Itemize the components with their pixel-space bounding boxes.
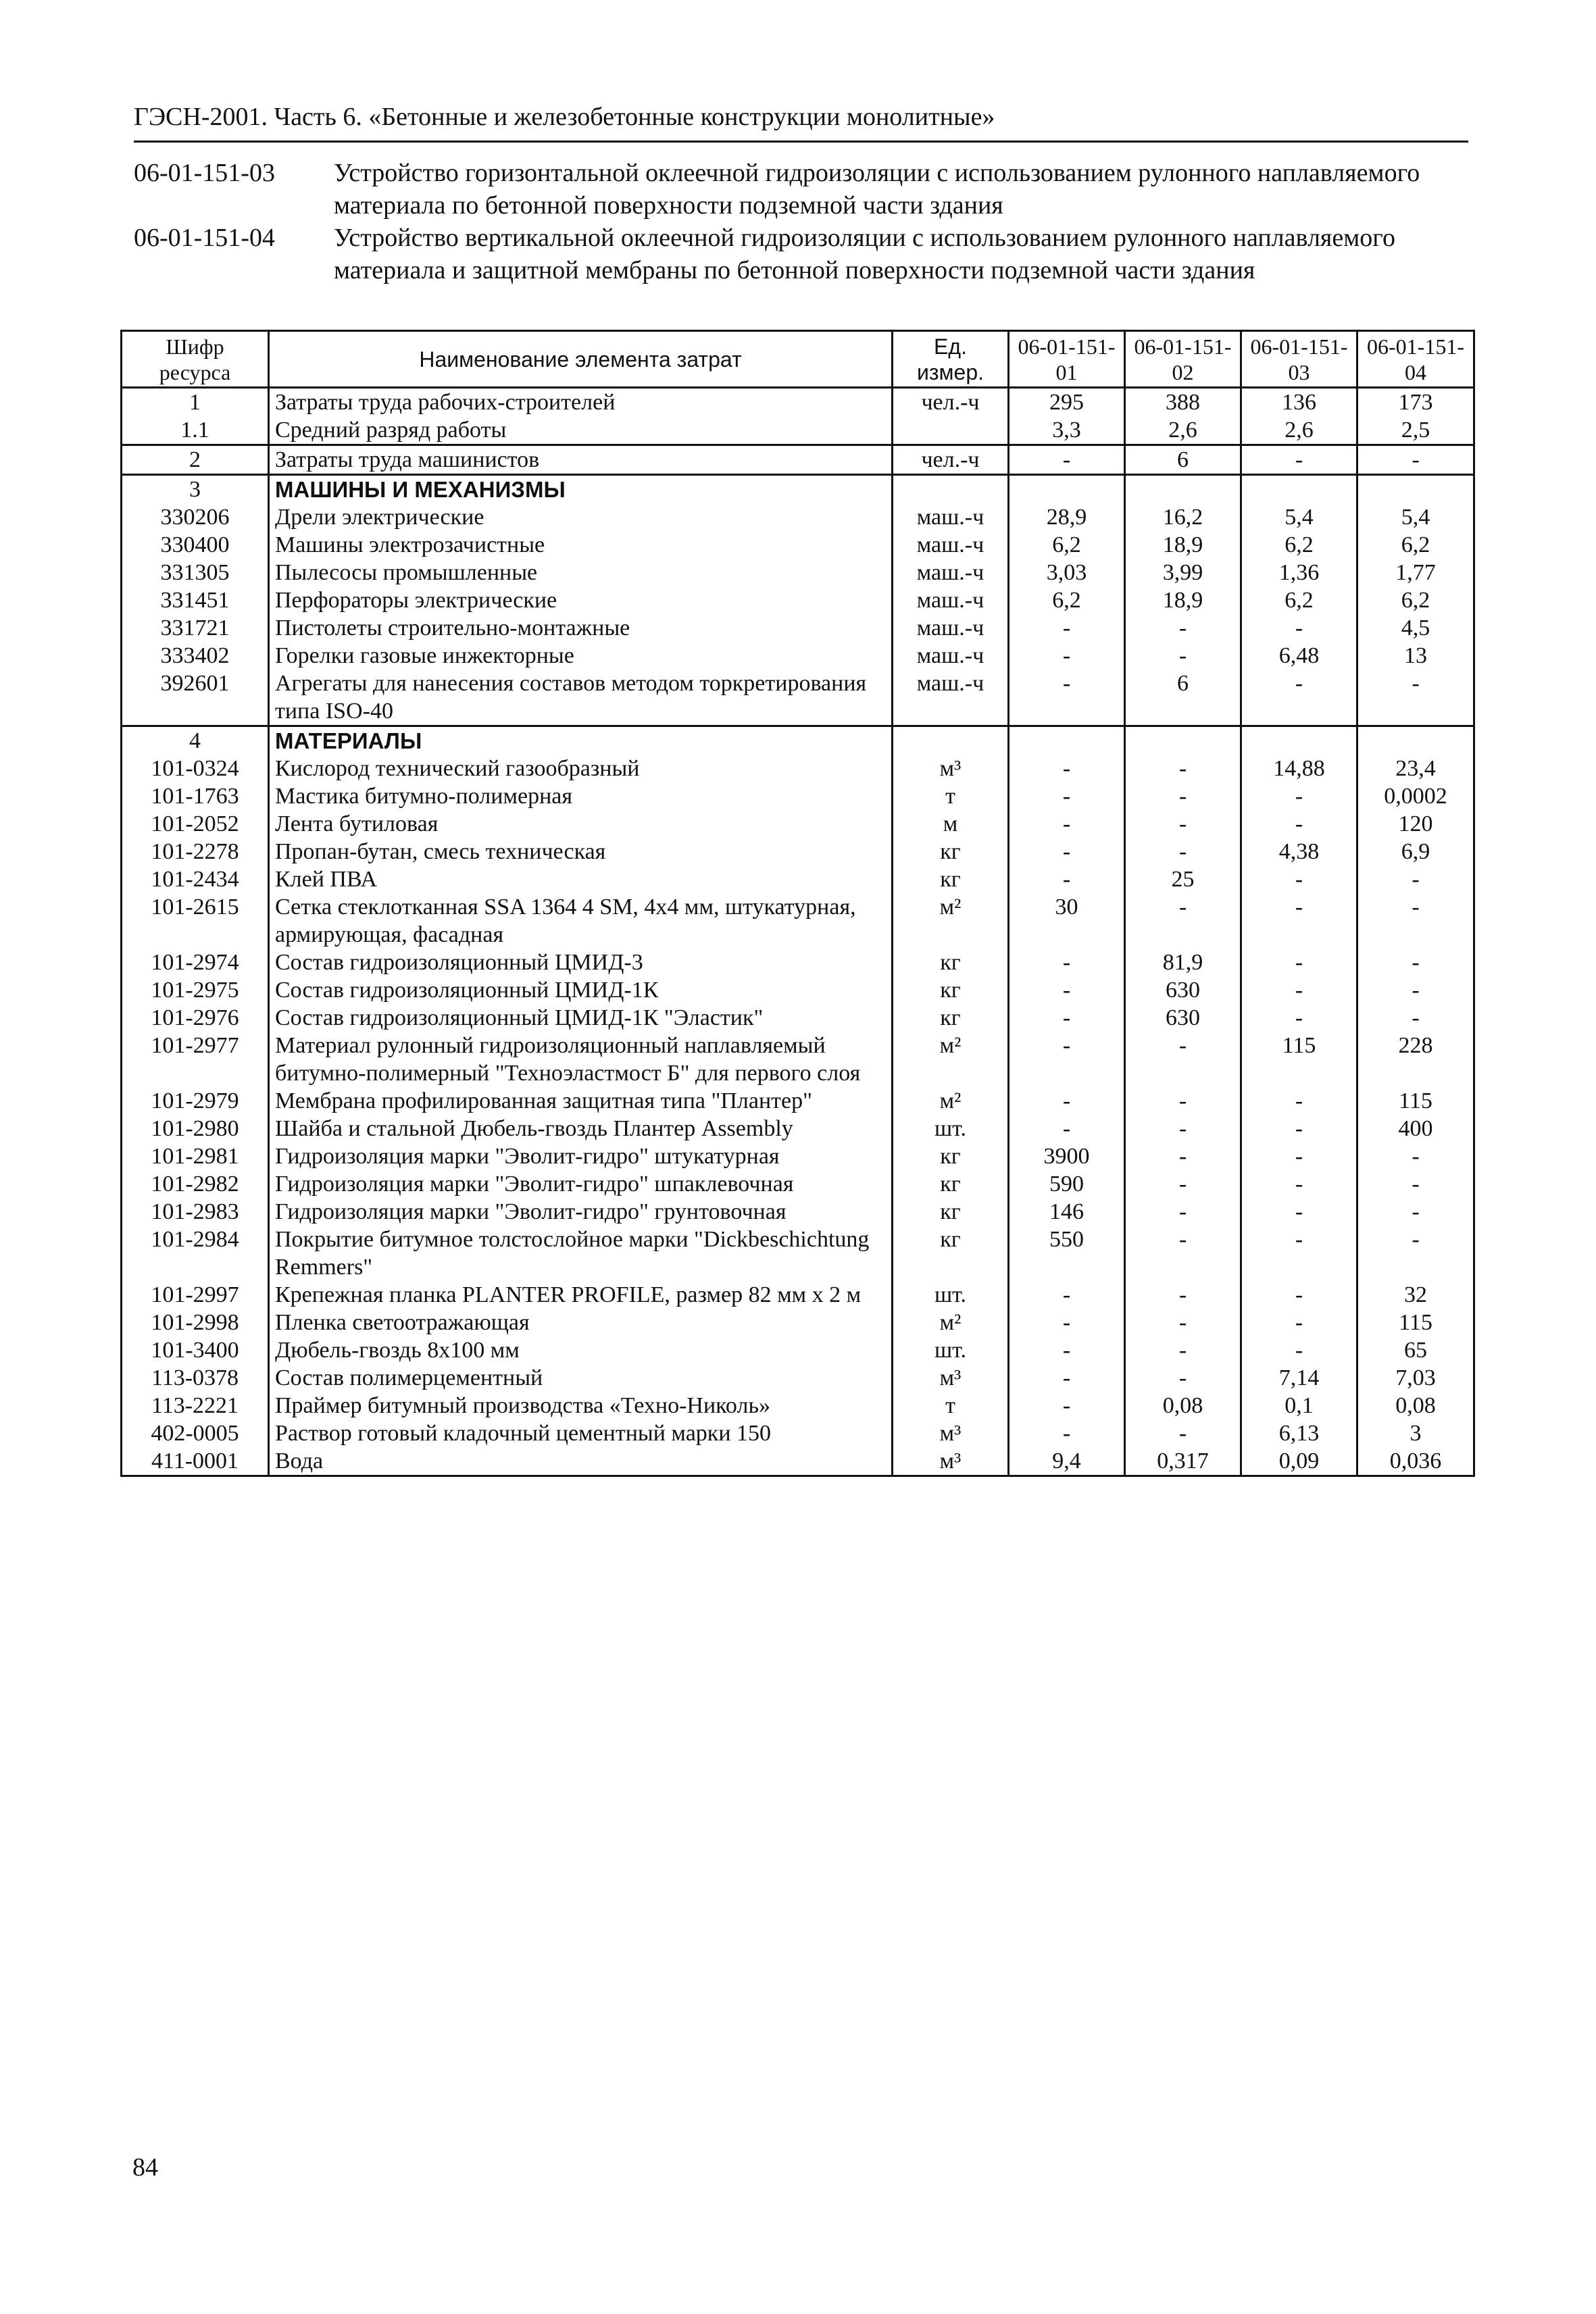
unit: м²	[893, 893, 1009, 949]
table-row	[122, 1447, 1474, 1476]
table-row	[122, 1004, 1474, 1032]
unit: шт.	[893, 1336, 1009, 1364]
value-cell: 4,38	[1241, 838, 1357, 865]
unit: шт.	[893, 1115, 1009, 1142]
intro-code: 06-01-151-04	[134, 224, 275, 252]
value-cell: 81,9	[1125, 949, 1241, 976]
unit: маш.-ч	[893, 670, 1009, 726]
unit: кг	[893, 1198, 1009, 1226]
unit: кг	[893, 1170, 1009, 1198]
header-col: 06-01-151-01	[1009, 331, 1125, 388]
value-cell: 550	[1009, 1226, 1125, 1281]
value-cell: 228	[1357, 1032, 1474, 1087]
value-cell: -	[1009, 1032, 1125, 1087]
value-cell: -	[1125, 614, 1241, 642]
resource-name: Состав гидроизоляционный ЦМИД-1К "Эластик"	[269, 1004, 893, 1032]
unit: м²	[893, 1087, 1009, 1115]
code: 101-2997	[122, 1281, 269, 1309]
value-cell: 0,08	[1125, 1392, 1241, 1419]
value-cell: -	[1009, 1392, 1125, 1419]
resource-name: МАТЕРИАЛЫ	[269, 726, 893, 755]
code: 113-0378	[122, 1364, 269, 1392]
resource-name: Гидроизоляция марки "Эволит-гидро" шпаклевочная	[269, 1170, 893, 1198]
value-cell: -	[1241, 670, 1357, 726]
value-cell: 13	[1357, 642, 1474, 670]
value-cell: -	[1009, 1281, 1125, 1309]
value-cell: -	[1125, 1336, 1241, 1364]
unit: м³	[893, 1364, 1009, 1392]
intro-code: 06-01-151-03	[134, 159, 275, 187]
code: 101-2982	[122, 1170, 269, 1198]
code: 101-3400	[122, 1336, 269, 1364]
table-row	[122, 475, 1474, 504]
value-cell: 630	[1125, 976, 1241, 1004]
value-cell: -	[1009, 810, 1125, 838]
unit: м³	[893, 1447, 1009, 1476]
table-header-row	[122, 331, 1474, 388]
intro-item	[134, 157, 1478, 222]
code: 101-2998	[122, 1309, 269, 1336]
value-cell	[1357, 726, 1474, 755]
code: 101-2434	[122, 865, 269, 893]
table-row	[122, 1281, 1474, 1309]
resource-name: Мастика битумно-полимерная	[269, 782, 893, 810]
table-row	[122, 1170, 1474, 1198]
unit: т	[893, 782, 1009, 810]
resource-name: Материал рулонный гидроизоляционный наплавляемый битумно-полимерный "Техноэластмост Б" для первого слоя	[269, 1032, 893, 1087]
code: 392601	[122, 670, 269, 726]
unit: кг	[893, 1004, 1009, 1032]
value-cell: -	[1009, 976, 1125, 1004]
unit: кг	[893, 1142, 1009, 1170]
code: 101-2278	[122, 838, 269, 865]
value-cell: -	[1241, 1336, 1357, 1364]
value-cell: -	[1009, 1087, 1125, 1115]
value-cell: -	[1009, 445, 1125, 475]
value-cell: -	[1009, 1309, 1125, 1336]
value-cell: 30	[1009, 893, 1125, 949]
value-cell: 6,48	[1241, 642, 1357, 670]
value-cell: 3,99	[1125, 559, 1241, 586]
code: 101-2981	[122, 1142, 269, 1170]
code: 113-2221	[122, 1392, 269, 1419]
header-name: Наименование элемента затрат	[269, 331, 893, 388]
value-cell: 3	[1357, 1419, 1474, 1447]
value-cell: 7,03	[1357, 1364, 1474, 1392]
value-cell: 9,4	[1009, 1447, 1125, 1476]
table-row	[122, 614, 1474, 642]
unit: маш.-ч	[893, 614, 1009, 642]
unit: м³	[893, 1419, 1009, 1447]
value-cell: -	[1009, 949, 1125, 976]
value-cell: 6,2	[1009, 586, 1125, 614]
code: 331451	[122, 586, 269, 614]
value-cell: 6	[1125, 670, 1241, 726]
value-cell: 6,13	[1241, 1419, 1357, 1447]
table-row	[122, 642, 1474, 670]
value-cell: -	[1241, 1198, 1357, 1226]
value-cell: 23,4	[1357, 755, 1474, 782]
value-cell: -	[1357, 445, 1474, 475]
page-number: 84	[132, 2153, 158, 2182]
value-cell: -	[1241, 893, 1357, 949]
value-cell: 18,9	[1125, 531, 1241, 559]
value-cell: 146	[1009, 1198, 1125, 1226]
value-cell: -	[1357, 1142, 1474, 1170]
table-row	[122, 1226, 1474, 1281]
code: 101-2979	[122, 1087, 269, 1115]
value-cell: -	[1241, 1142, 1357, 1170]
table-row	[122, 1309, 1474, 1336]
code: 330400	[122, 531, 269, 559]
code: 101-2615	[122, 893, 269, 949]
value-cell: -	[1357, 976, 1474, 1004]
table-row	[122, 782, 1474, 810]
value-cell	[1241, 475, 1357, 504]
resource-name: Кислород технический газообразный	[269, 755, 893, 782]
table-row	[122, 1392, 1474, 1419]
value-cell: 295	[1009, 388, 1125, 417]
value-cell: 1,36	[1241, 559, 1357, 586]
resource-name: Пленка светоотражающая	[269, 1309, 893, 1336]
unit	[893, 416, 1009, 445]
value-cell: 5,4	[1357, 503, 1474, 531]
table-row	[122, 893, 1474, 949]
table-row	[122, 1032, 1474, 1087]
value-cell: -	[1241, 1170, 1357, 1198]
resource-name: Затраты труда рабочих-строителей	[269, 388, 893, 417]
table-row	[122, 388, 1474, 417]
value-cell: -	[1125, 1419, 1241, 1447]
code: 1	[122, 388, 269, 417]
code: 331721	[122, 614, 269, 642]
value-cell: -	[1125, 642, 1241, 670]
resource-name: Машины электрозачистные	[269, 531, 893, 559]
table-row	[122, 838, 1474, 865]
value-cell: -	[1009, 1115, 1125, 1142]
unit: кг	[893, 865, 1009, 893]
resource-name: Шайба и стальной Дюбель-гвоздь Плантер Assembly	[269, 1115, 893, 1142]
code: 333402	[122, 642, 269, 670]
value-cell: -	[1009, 1004, 1125, 1032]
unit: маш.-ч	[893, 642, 1009, 670]
code: 331305	[122, 559, 269, 586]
value-cell: 1,77	[1357, 559, 1474, 586]
table-row	[122, 726, 1474, 755]
resource-name: Пылесосы промышленные	[269, 559, 893, 586]
value-cell: -	[1125, 1309, 1241, 1336]
value-cell	[1125, 726, 1241, 755]
value-cell: 6,2	[1241, 586, 1357, 614]
value-cell: -	[1009, 1364, 1125, 1392]
table-row	[122, 949, 1474, 976]
value-cell: -	[1357, 1004, 1474, 1032]
value-cell: -	[1009, 642, 1125, 670]
table-row	[122, 1115, 1474, 1142]
code: 101-2984	[122, 1226, 269, 1281]
value-cell: 3,3	[1009, 416, 1125, 445]
value-cell: -	[1125, 1170, 1241, 1198]
unit: т	[893, 1392, 1009, 1419]
value-cell: -	[1241, 782, 1357, 810]
resource-name: Лента бутиловая	[269, 810, 893, 838]
code: 101-2052	[122, 810, 269, 838]
value-cell: -	[1357, 949, 1474, 976]
value-cell: 0,09	[1241, 1447, 1357, 1476]
value-cell: -	[1009, 614, 1125, 642]
value-cell: -	[1125, 1281, 1241, 1309]
resource-name: Состав полимерцементный	[269, 1364, 893, 1392]
value-cell: -	[1009, 782, 1125, 810]
code: 330206	[122, 503, 269, 531]
value-cell: -	[1125, 893, 1241, 949]
value-cell: 3900	[1009, 1142, 1125, 1170]
table-row	[122, 586, 1474, 614]
value-cell: -	[1241, 445, 1357, 475]
code: 101-0324	[122, 755, 269, 782]
table-row	[122, 1364, 1474, 1392]
value-cell: 4,5	[1357, 614, 1474, 642]
header-col: 06-01-151-02	[1125, 331, 1241, 388]
table-row	[122, 559, 1474, 586]
intro-item	[134, 222, 1478, 286]
resource-name: Состав гидроизоляционный ЦМИД-3	[269, 949, 893, 976]
value-cell: -	[1009, 1336, 1125, 1364]
value-cell: 136	[1241, 388, 1357, 417]
resource-name: Раствор готовый кладочный цементный марки 150	[269, 1419, 893, 1447]
header-code: Шифр ресурса	[122, 331, 269, 388]
resource-name: Гидроизоляция марки "Эволит-гидро" грунтовочная	[269, 1198, 893, 1226]
value-cell: 5,4	[1241, 503, 1357, 531]
value-cell: 400	[1357, 1115, 1474, 1142]
table-row	[122, 755, 1474, 782]
value-cell: 0,0002	[1357, 782, 1474, 810]
resource-name: Мембрана профилированная защитная типа "Плантер"	[269, 1087, 893, 1115]
intro-text: Устройство вертикальной оклеечной гидроизоляции с использованием рулонного наплавляемого материала и защитной мембраны по бетонной поверхности подземной части здания	[334, 224, 1395, 284]
value-cell: 6,2	[1357, 531, 1474, 559]
code: 101-2974	[122, 949, 269, 976]
unit: м²	[893, 1309, 1009, 1336]
page-header: ГЭСН-2001. Часть 6. «Бетонные и железобетонные конструкции монолитные»	[134, 100, 1468, 143]
header-col: 06-01-151-03	[1241, 331, 1357, 388]
unit: кг	[893, 1226, 1009, 1281]
value-cell: -	[1241, 1309, 1357, 1336]
value-cell: -	[1125, 755, 1241, 782]
table-body	[122, 388, 1474, 1476]
value-cell: 0,1	[1241, 1392, 1357, 1419]
value-cell: 6	[1125, 445, 1241, 475]
value-cell: -	[1125, 838, 1241, 865]
resource-name: МАШИНЫ И МЕХАНИЗМЫ	[269, 475, 893, 504]
code: 3	[122, 475, 269, 504]
value-cell	[1241, 726, 1357, 755]
code: 2	[122, 445, 269, 475]
value-cell: -	[1357, 893, 1474, 949]
value-cell: 120	[1357, 810, 1474, 838]
value-cell: -	[1125, 782, 1241, 810]
header-col: 06-01-151-04	[1357, 331, 1474, 388]
value-cell: 32	[1357, 1281, 1474, 1309]
code: 101-2983	[122, 1198, 269, 1226]
value-cell: -	[1241, 865, 1357, 893]
resource-name: Клей ПВА	[269, 865, 893, 893]
value-cell: -	[1125, 1226, 1241, 1281]
unit: кг	[893, 949, 1009, 976]
value-cell: -	[1009, 755, 1125, 782]
resource-table	[120, 330, 1475, 1477]
value-cell: 25	[1125, 865, 1241, 893]
unit: кг	[893, 838, 1009, 865]
resource-name: Праймер битумный производства «Техно-Николь»	[269, 1392, 893, 1419]
value-cell: 115	[1357, 1087, 1474, 1115]
resource-name: Состав гидроизоляционный ЦМИД-1К	[269, 976, 893, 1004]
value-cell: -	[1241, 1087, 1357, 1115]
intro-block	[134, 157, 1478, 286]
value-cell: 173	[1357, 388, 1474, 417]
code: 101-2975	[122, 976, 269, 1004]
header-unit: Ед. измер.	[893, 331, 1009, 388]
table-row	[122, 531, 1474, 559]
resource-name: Средний разряд работы	[269, 416, 893, 445]
value-cell: 590	[1009, 1170, 1125, 1198]
value-cell: -	[1357, 865, 1474, 893]
value-cell: -	[1125, 1198, 1241, 1226]
value-cell: 388	[1125, 388, 1241, 417]
value-cell: -	[1241, 976, 1357, 1004]
unit: кг	[893, 976, 1009, 1004]
unit: маш.-ч	[893, 531, 1009, 559]
unit	[893, 726, 1009, 755]
value-cell	[1009, 726, 1125, 755]
table-row	[122, 503, 1474, 531]
value-cell: -	[1241, 1115, 1357, 1142]
unit: чел.-ч	[893, 388, 1009, 417]
value-cell: -	[1241, 614, 1357, 642]
value-cell: 16,2	[1125, 503, 1241, 531]
table-row	[122, 810, 1474, 838]
value-cell: 7,14	[1241, 1364, 1357, 1392]
table-row	[122, 670, 1474, 726]
table-row	[122, 1419, 1474, 1447]
intro-text: Устройство горизонтальной оклеечной гидроизоляции с использованием рулонного наплавляемого материала по бетонной поверхности подземной части здания	[334, 159, 1420, 220]
unit: чел.-ч	[893, 445, 1009, 475]
value-cell: 6,2	[1009, 531, 1125, 559]
value-cell	[1009, 475, 1125, 504]
code: 4	[122, 726, 269, 755]
resource-name: Дрели электрические	[269, 503, 893, 531]
value-cell	[1125, 475, 1241, 504]
resource-name: Сетка стеклотканная SSA 1364 4 SM, 4х4 мм, штукатурная, армирующая, фасадная	[269, 893, 893, 949]
value-cell: -	[1241, 1281, 1357, 1309]
code: 1.1	[122, 416, 269, 445]
code: 101-2976	[122, 1004, 269, 1032]
table-row	[122, 445, 1474, 475]
resource-name: Перфораторы электрические	[269, 586, 893, 614]
resource-name: Агрегаты для нанесения составов методом торкретирования типа ISO-40	[269, 670, 893, 726]
table-row	[122, 1198, 1474, 1226]
value-cell: 115	[1241, 1032, 1357, 1087]
resource-name: Затраты труда машинистов	[269, 445, 893, 475]
value-cell: 0,08	[1357, 1392, 1474, 1419]
value-cell: 0,317	[1125, 1447, 1241, 1476]
resource-name: Крепежная планка PLANTER PROFILE, размер 82 мм х 2 м	[269, 1281, 893, 1309]
table-row	[122, 416, 1474, 445]
code: 402-0005	[122, 1419, 269, 1447]
value-cell: 6,2	[1357, 586, 1474, 614]
value-cell: 14,88	[1241, 755, 1357, 782]
unit	[893, 475, 1009, 504]
value-cell: -	[1241, 1226, 1357, 1281]
unit: шт.	[893, 1281, 1009, 1309]
resource-name: Пистолеты строительно-монтажные	[269, 614, 893, 642]
table-row	[122, 1087, 1474, 1115]
value-cell: -	[1125, 1364, 1241, 1392]
resource-name: Покрытие битумное толстослойное марки "Dickbeschichtung Remmers"	[269, 1226, 893, 1281]
value-cell: -	[1125, 1087, 1241, 1115]
value-cell	[1357, 475, 1474, 504]
resource-name: Гидроизоляция марки "Эволит-гидро" штукатурная	[269, 1142, 893, 1170]
value-cell: -	[1009, 865, 1125, 893]
table-row	[122, 1142, 1474, 1170]
code: 411-0001	[122, 1447, 269, 1476]
value-cell: -	[1125, 1142, 1241, 1170]
value-cell: -	[1125, 1032, 1241, 1087]
value-cell: 115	[1357, 1309, 1474, 1336]
code: 101-2977	[122, 1032, 269, 1087]
unit: м³	[893, 755, 1009, 782]
value-cell: 2,6	[1241, 416, 1357, 445]
code: 101-1763	[122, 782, 269, 810]
resource-name: Пропан-бутан, смесь техническая	[269, 838, 893, 865]
value-cell: 630	[1125, 1004, 1241, 1032]
value-cell: -	[1357, 1170, 1474, 1198]
value-cell: -	[1009, 670, 1125, 726]
unit: маш.-ч	[893, 586, 1009, 614]
value-cell: 0,036	[1357, 1447, 1474, 1476]
value-cell: -	[1009, 838, 1125, 865]
unit: маш.-ч	[893, 559, 1009, 586]
value-cell: -	[1125, 810, 1241, 838]
resource-name: Вода	[269, 1447, 893, 1476]
value-cell: 18,9	[1125, 586, 1241, 614]
resource-name: Горелки газовые инжекторные	[269, 642, 893, 670]
value-cell: -	[1241, 949, 1357, 976]
value-cell: -	[1009, 1419, 1125, 1447]
value-cell: -	[1357, 1226, 1474, 1281]
table-row	[122, 976, 1474, 1004]
value-cell: -	[1241, 810, 1357, 838]
unit: маш.-ч	[893, 503, 1009, 531]
value-cell: -	[1357, 1198, 1474, 1226]
resource-name: Дюбель-гвоздь 8х100 мм	[269, 1336, 893, 1364]
value-cell: 6,2	[1241, 531, 1357, 559]
value-cell: -	[1357, 670, 1474, 726]
value-cell: 3,03	[1009, 559, 1125, 586]
table-row	[122, 865, 1474, 893]
value-cell: 65	[1357, 1336, 1474, 1364]
unit: м	[893, 810, 1009, 838]
code: 101-2980	[122, 1115, 269, 1142]
unit: м²	[893, 1032, 1009, 1087]
value-cell: 2,5	[1357, 416, 1474, 445]
value-cell: -	[1241, 1004, 1357, 1032]
value-cell: 6,9	[1357, 838, 1474, 865]
value-cell: -	[1125, 1115, 1241, 1142]
table-row	[122, 1336, 1474, 1364]
value-cell: 28,9	[1009, 503, 1125, 531]
value-cell: 2,6	[1125, 416, 1241, 445]
